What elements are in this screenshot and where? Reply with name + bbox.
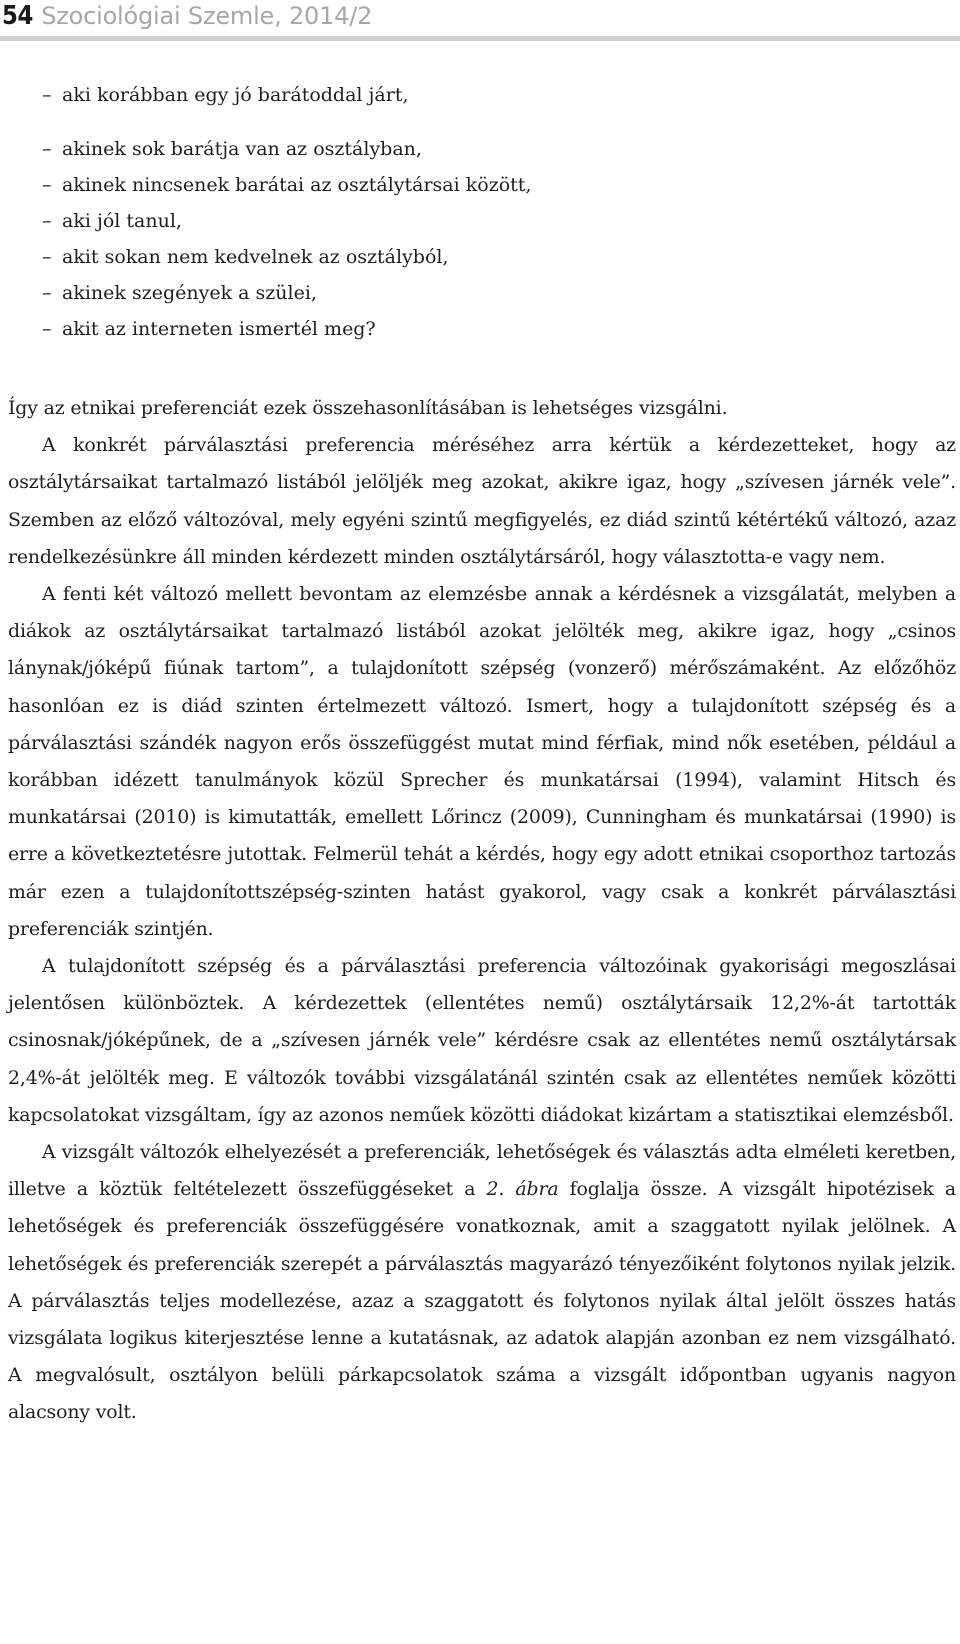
dash-bullet: – <box>42 318 52 340</box>
body-text <box>8 390 956 1432</box>
journal-title: Szociológiai Szemle, 2014/2 <box>41 2 373 30</box>
list-item <box>42 280 317 307</box>
list-item <box>42 244 449 271</box>
dash-bullet: – <box>42 174 52 196</box>
list-item <box>42 136 422 163</box>
dash-bullet: – <box>42 282 52 304</box>
dash-bullet: – <box>42 246 52 268</box>
list-item-text: akinek nincsenek barátai az osztálytársai között, <box>62 174 532 196</box>
page-number: 54 <box>2 1 33 31</box>
paragraph: A tulajdonított szépség és a párválasztási preferencia változóinak gyakorisági megoszlásai jelentősen különböztek. A kérdezettek (ellentétes nemű) osztálytársaik 12,2%-át tartották csinosnak/jóképűnek, de a „szívesen járnék vele” kérdésre csak az ellentétes nemű osztálytársak 2,4%-át jelölték meg. E változók további vizsgálatánál szintén csak az ellentétes neműek közötti kapcsolatokat vizsgáltam, így az azonos neműek közötti diádokat kizártam a statisztikai elemzésből. <box>8 955 956 1126</box>
list-item-text: akit az interneten ismertél meg? <box>62 318 376 340</box>
list-item-text: akit sokan nem kedvelnek az osztályból, <box>62 246 449 268</box>
list-item-text: akinek sok barátja van az osztályban, <box>62 138 422 160</box>
dash-bullet: – <box>42 138 52 160</box>
paragraph-text: A vizsgált változók elhelyezését a preferenciák, lehetőségek és választás adta elméleti keretben, illetve a köztük feltételezett összefüggéseket a <box>8 1141 956 1201</box>
dash-bullet: – <box>42 210 52 232</box>
list-item-text: aki korábban egy jó barátoddal járt, <box>62 84 409 106</box>
dash-bullet: – <box>42 84 52 106</box>
paragraph: A fenti két változó mellett bevontam az elemzésbe annak a kérdésnek a vizsgálatát, melyben a diákok az osztálytársaikat tartalmazó listából azokat jelölték meg, akikre igaz, hogy „csinos lánynak/jóképű fiúnak tartom”, a tulajdonított szépség (vonzerő) mérőszámaként. Az előzőhöz hasonlóan ez is diád szinten értelmezett változó. Ismert, hogy a tulajdonított szépség és a párválasztási szándék nagyon erős összefüggést mutat mind férfiak, mind nők esetében, például a korábban idézett tanulmányok közül Sprecher és munkatársai (1994), valamint Hitsch és munkatársai (2010) is kimutatták, emellett Lőrincz (2009), Cunningham és munkatársai (1990) is erre a következtetésre jutottak. Felmerül tehát a kérdés, hogy egy adott etnikai csoporthoz tartozás már ezen a tulajdonítottszépség-szinten hatást gyakorol, vagy csak a konkrét párválasztási preferenciák szintjén. <box>8 583 956 940</box>
list-item-text: akinek szegények a szülei, <box>62 282 317 304</box>
paragraph: A konkrét párválasztási preferencia méréséhez arra kértük a kérdezetteket, hogy az osztálytársaikat tartalmazó listából jelöljék meg azokat, akikre igaz, hogy „szívesen járnék vele”. Szemben az előző változóval, mely egyéni szintű megfigyelés, ez diád szintű kétértékű változó, azaz rendelkezésünkre áll minden kérdezett minden osztálytársáról, hogy választotta-e vagy nem. <box>8 434 956 568</box>
running-header <box>0 0 960 32</box>
list-item <box>42 82 409 109</box>
paragraph-text: foglalja össze. A vizsgált hipotézisek a lehetőségek és preferenciák összefüggésére vonatkoznak, amit a szaggatott nyilak jelölnek. A lehetőségek és preferenciák szerepét a párválasztás magyarázó tényezőiként folytonos nyilak jelzik. A párválasztás teljes modellezése, azaz a szaggatott és folytonos nyilak által jelölt összes hatás vizsgálata logikus kiterjesztése lenne a kutatásnak, az adatok alapján azonban ez nem vizsgálható. A megvalósult, osztályon belüli párkapcsolatok száma a vizsgált időpontban ugyanis nagyon alacsony volt. <box>8 1178 956 1424</box>
figure-reference: 2. ábra <box>486 1178 559 1201</box>
header-divider <box>0 36 960 41</box>
paragraph <box>8 1134 956 1432</box>
list-item <box>42 172 531 199</box>
paragraph: Így az etnikai preferenciát ezek összehasonlításában is lehetséges vizsgálni. <box>8 397 728 419</box>
list-item-text: aki jól tanul, <box>62 210 182 232</box>
list-item <box>42 316 376 343</box>
list-item <box>42 208 182 235</box>
